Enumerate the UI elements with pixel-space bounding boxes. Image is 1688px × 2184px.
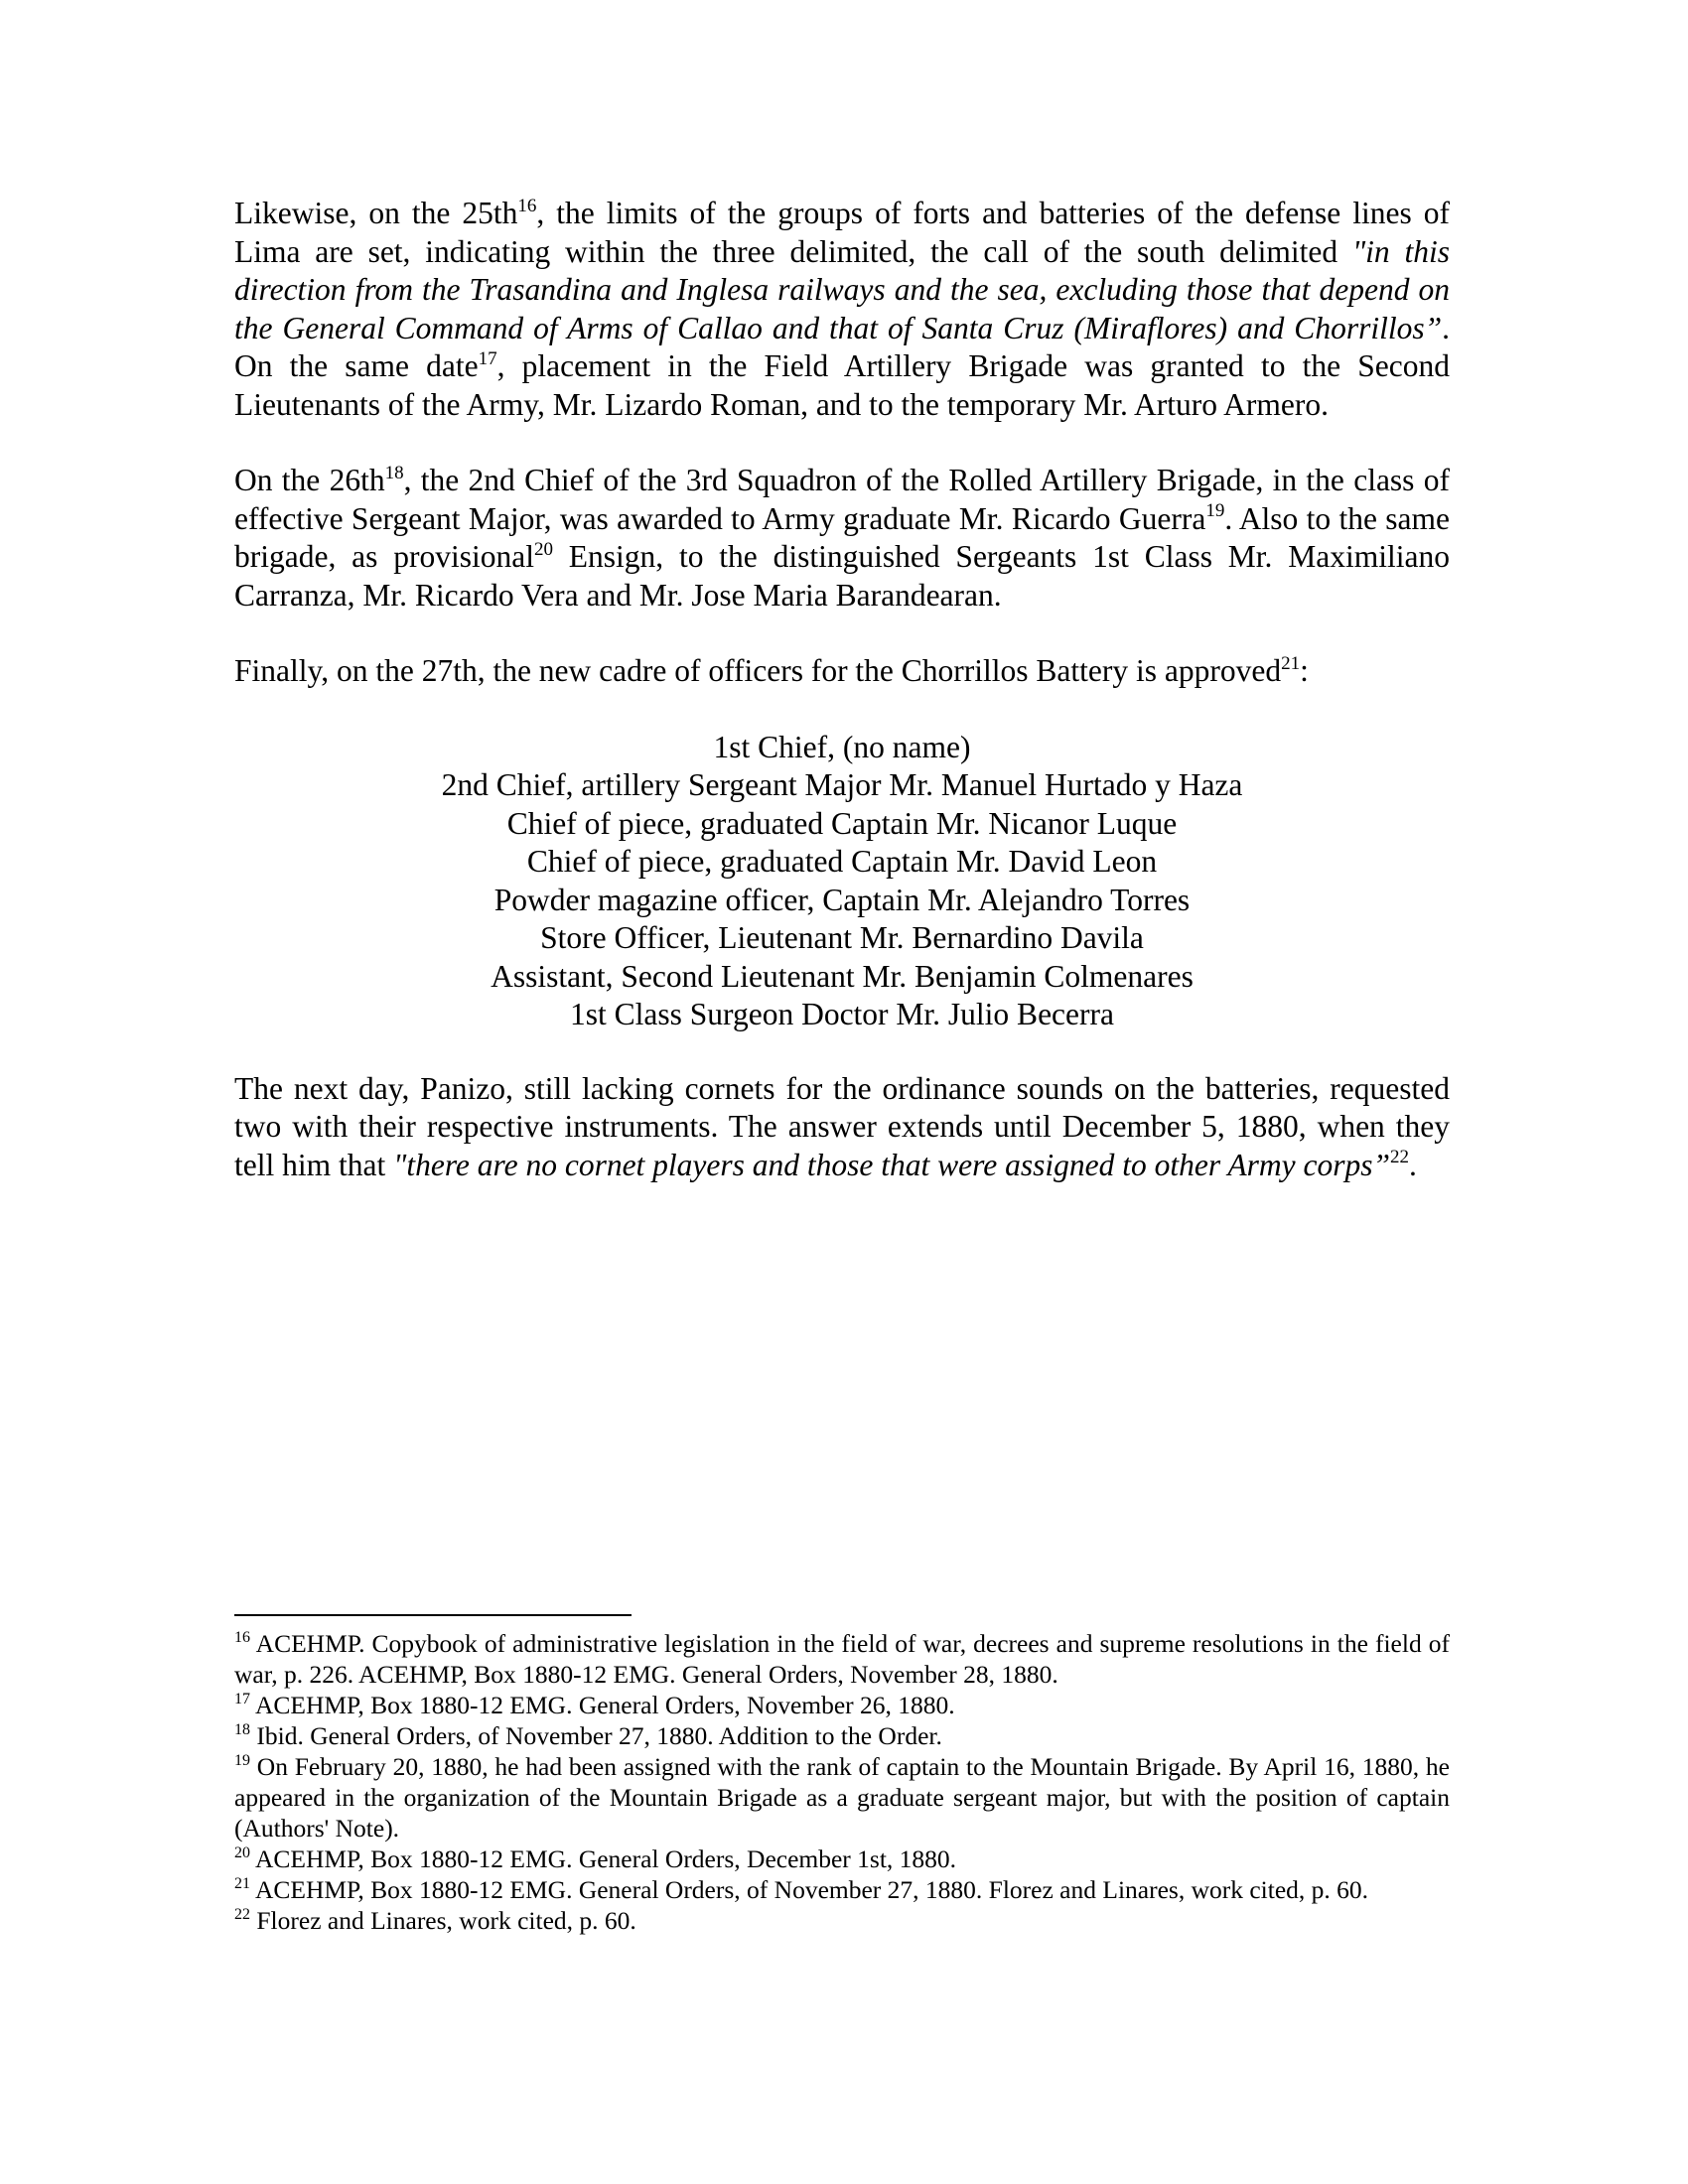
- footnote-reference: 19: [1205, 500, 1225, 521]
- quoted-text: "in this direction from the Trasandina and Inglesa railways and the sea, excluding those that depend on the General Command of Arms of Callao and that of Santa Cruz (Miraflores) and Chorrillos”: [234, 233, 1450, 345]
- text-segment: . Also to the same brigade, as provisional: [234, 500, 1451, 574]
- footnote-text: ACEHMP, Box 1880-12 EMG. General Orders, December 1st, 1880.: [254, 1844, 957, 1873]
- text-segment: Ensign, to the distinguished Sergeants 1st Class Mr. Maximiliano Carranza, Mr. Ricardo Vera and Mr. Jose Maria Barandearan.: [234, 539, 1450, 613]
- paragraph: [234, 652, 1450, 691]
- text-segment: On the 26th: [234, 463, 385, 497]
- text-segment: . On the same date: [234, 310, 1450, 383]
- footnote: [234, 1843, 1450, 1874]
- text-segment: , the 2nd Chief of the 3rd Squadron of the Rolled Artillery Brigade, in the class of effective Sergeant Major, was awarded to Army graduate Mr. Ricardo Guerra: [234, 463, 1450, 536]
- footnote-reference: 17: [478, 347, 497, 369]
- cadre-line: 2nd Chief, artillery Sergeant Major Mr. Manuel Hurtado y Haza: [441, 767, 1243, 802]
- text-segment: , placement in the Field Artillery Brigade was granted to the Second Lieutenants of the Army, Mr. Lizardo Roman, and to the temporary Mr. Arturo Armero.: [234, 348, 1450, 422]
- footnote-number: 16: [234, 1628, 250, 1646]
- footnote-number: 21: [234, 1874, 250, 1892]
- text-segment: Finally, on the 27th, the new cadre of officers for the Chorrillos Battery is approved: [234, 653, 1282, 688]
- footnote: [234, 1720, 1450, 1751]
- paragraph: [234, 195, 1450, 424]
- footnote-text: ACEHMP, Box 1880-12 EMG. General Orders, November 26, 1880.: [254, 1691, 955, 1719]
- footnote-separator: [234, 1614, 632, 1616]
- officer-cadre-list: [234, 729, 1450, 1034]
- footnote-reference: 18: [384, 462, 404, 483]
- footnote-text: ACEHMP, Box 1880-12 EMG. General Orders, of November 27, 1880. Florez and Linares, work cited, p. 60.: [254, 1875, 1369, 1904]
- text-segment: , the limits of the groups of forts and batteries of the defense lines of Lima are set, indicating within the three delimited, the call of the south delimited: [234, 196, 1450, 269]
- cadre-line: Assistant, Second Lieutenant Mr. Benjamin Colmenares: [491, 958, 1194, 994]
- footnote-number: 20: [234, 1843, 250, 1861]
- footnote: [234, 1690, 1450, 1720]
- footnote-text: Ibid. General Orders, of November 27, 1880. Addition to the Order.: [256, 1721, 942, 1750]
- document-body: [234, 195, 1450, 1222]
- cadre-line: Powder magazine officer, Captain Mr. Alejandro Torres: [493, 882, 1191, 917]
- cadre-line: Chief of piece, graduated Captain Mr. David Leon: [526, 844, 1158, 879]
- footnote: [234, 1905, 1450, 1936]
- footnote-text: Florez and Linares, work cited, p. 60.: [256, 1906, 636, 1935]
- footnote-reference: 20: [533, 538, 553, 560]
- footnote-number: 19: [234, 1751, 250, 1769]
- text-segment: .: [1409, 1147, 1417, 1182]
- text-segment: The next day, Panizo, still lacking cornets for the ordinance sounds on the batteries, requested two with their respective instruments. The answer extends until December 5, 1880, when they tell him that: [234, 1070, 1450, 1182]
- footnote: [234, 1628, 1450, 1690]
- text-segment: :: [1300, 653, 1309, 688]
- cadre-line: 1st Class Surgeon Doctor Mr. Julio Becerra: [570, 997, 1114, 1031]
- footnote: [234, 1874, 1450, 1905]
- paragraph: [234, 1070, 1450, 1185]
- footnote-text: ACEHMP. Copybook of administrative legislation in the field of war, decrees and supreme resolutions in the field of war, p. 226. ACEHMP, Box 1880-12 EMG. General Orders, November 28, 1880.: [234, 1629, 1451, 1689]
- footnote-reference: 16: [517, 195, 537, 216]
- footnote-reference: 21: [1281, 652, 1301, 674]
- closing-paragraph-container: [234, 1070, 1450, 1185]
- cadre-line: 1st Chief, (no name): [713, 729, 971, 764]
- footnotes-section: [234, 1614, 1450, 1936]
- footnote-list: [234, 1628, 1450, 1936]
- footnote-number: 22: [234, 1905, 250, 1923]
- footnote-reference: 22: [1390, 1147, 1410, 1167]
- footnote-text: On February 20, 1880, he had been assigned with the rank of captain to the Mountain Brigade. By April 16, 1880, he appeared in the organization of the Mountain Brigade as a graduate sergeant major, but with the position of captain (Authors' Note).: [234, 1752, 1451, 1843]
- body-paragraphs: [234, 195, 1450, 691]
- quoted-text: "there are no cornet players and those that were assigned to other Army corps”: [393, 1147, 1391, 1182]
- text-segment: Likewise, on the 25th: [234, 196, 518, 230]
- paragraph: [234, 462, 1450, 614]
- cadre-line: Chief of piece, graduated Captain Mr. Nicanor Luque: [506, 805, 1178, 841]
- footnote-number: 18: [234, 1720, 250, 1738]
- footnote-number: 17: [234, 1690, 250, 1707]
- footnote: [234, 1751, 1450, 1843]
- cadre-line: Store Officer, Lieutenant Mr. Bernardino Davila: [540, 920, 1144, 955]
